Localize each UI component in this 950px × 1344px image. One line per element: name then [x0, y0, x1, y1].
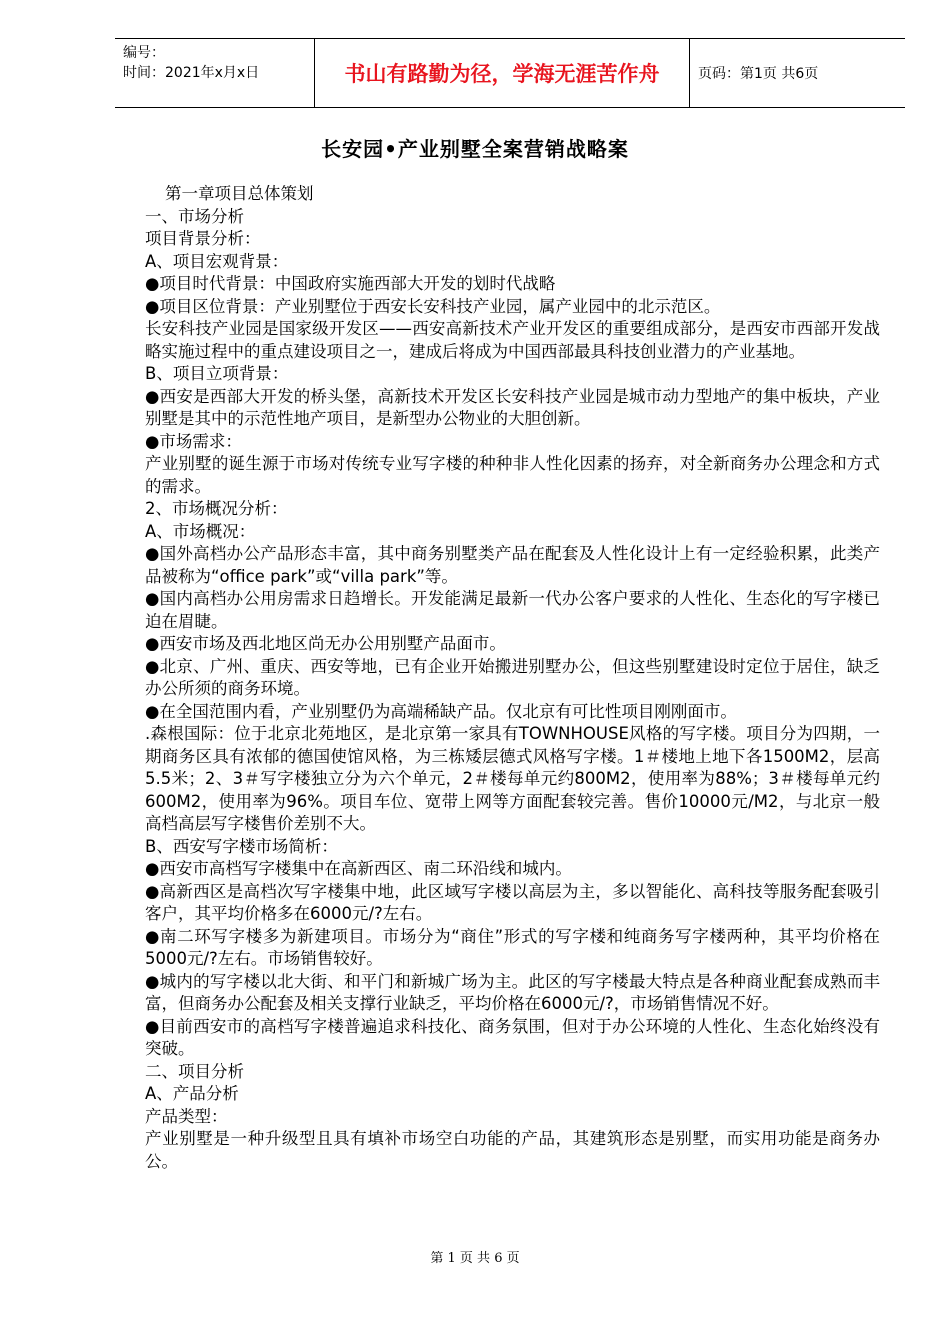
- paragraph: B、项目立项背景：: [145, 364, 289, 383]
- paragraph: B、西安写字楼市场简析：: [145, 836, 338, 856]
- paragraph: ●国外高档办公产品形态丰富，其中商务别墅类产品在配套及人性化设计上有一定经验积累，此类产品被称为“office park”或“villa park”等。: [145, 544, 880, 586]
- paragraph: ●高新西区是高档次写字楼集中地，此区域写字楼以高层为主，多以智能化、高科技等服务配套吸引客户，其平均价格多在6000元/?左右。: [145, 881, 880, 923]
- paragraph: ●在全国范围内看，产业别墅仍为高端稀缺产品。仅北京有可比性项目刚刚面市。: [145, 701, 737, 721]
- time-label: 时间：2021年x月x日: [123, 65, 260, 81]
- document-title: 长安园•产业别墅全案营销战略案: [321, 137, 629, 161]
- paragraph: ●国内高档办公用房需求日趋增长。开发能满足最新一代办公客户要求的人性化、生态化的写字楼已迫在眉睫。: [145, 589, 880, 631]
- paragraph: 2、市场概况分析：: [145, 499, 288, 518]
- paragraph: 二、项目分析: [145, 1061, 244, 1081]
- paragraph: ●西安是西部大开发的桥头堡，高新技术开发区长安科技产业园是城市动力型地产的集中板块，产业别墅是其中的示范性地产项目，是新型办公物业的大胆创新。: [145, 386, 880, 428]
- paragraph: ●北京、广州、重庆、西安等地，已有企业开始搬进别墅办公，但这些别墅建设时定位于居住，缺乏办公所须的商务环境。: [145, 656, 880, 698]
- paragraph: ●南二环写字楼多为新建项目。市场分为“商住”形式的写字楼和纯商务写字楼两种，其平均价格在5000元/?左右。市场销售较好。: [145, 926, 880, 968]
- number-label: 编号：: [123, 45, 165, 61]
- paragraph: 长安科技产业园是国家级开发区——西安高新技术产业开发区的重要组成部分，是西安市西部开发战略实施过程中的重点建设项目之一，建成后将成为中国西部最具科技创业潜力的产业基地。: [145, 319, 880, 361]
- paragraph: A、市场概况：: [145, 521, 256, 541]
- paragraph: 产业别墅是一种升级型且具有填补市场空白功能的产品，其建筑形态是别墅，而实用功能是商务办公。: [145, 1129, 880, 1171]
- paragraph: ●市场需求：: [145, 431, 242, 451]
- paragraph: 产业别墅的诞生源于市场对传统专业写字楼的种种非人性化因素的扬弃，对全新商务办公理念和方式的需求。: [145, 454, 880, 496]
- chapter-heading: 第一章项目总体策划: [165, 184, 314, 203]
- header-page-label: 页码：第1页 共6页: [698, 66, 819, 82]
- header-meta: [115, 39, 315, 107]
- header-slogan: 书山有路勤为径，学海无涯苦作舟: [315, 39, 690, 107]
- paragraph: .森根国际：位于北京北苑地区，是北京第一家具有TOWNHOUSE风格的写字楼。项目分为四期，一期商务区具有浓郁的德国使馆风格，为三栋矮层德式风格写字楼。1＃楼地上地下各1500M2，层高5.5米；2、3＃写字楼独立分为六个单元，2＃楼每单元约800M2，使用率为88%；3＃楼每单元约600M2，使用率为96%。项目车位、宽带上网等方面配套较完善。售价10000元/M2，与北京一般高档高层写字楼售价差别不大。: [145, 724, 880, 833]
- paragraph: 产品类型：: [145, 1106, 228, 1126]
- paragraph: ●目前西安市的高档写字楼普遍追求科技化、商务氛围，但对于办公环境的人性化、生态化始终没有突破。: [145, 1016, 880, 1058]
- paragraph: A、产品分析: [145, 1084, 239, 1103]
- page-footer: 第 1 页 共 6 页: [430, 1251, 520, 1266]
- paragraph: ●项目时代背景：中国政府实施西部大开发的划时代战略: [145, 274, 556, 293]
- paragraph: ●西安市场及西北地区尚无办公用别墅产品面市。: [145, 634, 506, 653]
- paragraph: ●项目区位背景：产业别墅位于西安长安科技产业园，属产业园中的北示范区。: [145, 296, 721, 316]
- paragraph: 项目背景分析：: [145, 229, 261, 248]
- paragraph: A、项目宏观背景：: [145, 251, 289, 271]
- document-body: [145, 183, 880, 1173]
- page-header: [115, 38, 905, 108]
- paragraph: ●西安市高档写字楼集中在高新西区、南二环沿线和城内。: [145, 859, 572, 878]
- paragraph: 一、市场分析: [145, 206, 244, 226]
- paragraph: ●城内的写字楼以北大街、和平门和新城广场为主。此区的写字楼最大特点是各种商业配套成熟而丰富，但商务办公配套及相关支撑行业缺乏，平均价格在6000元/?，市场销售情况不好。: [145, 971, 880, 1013]
